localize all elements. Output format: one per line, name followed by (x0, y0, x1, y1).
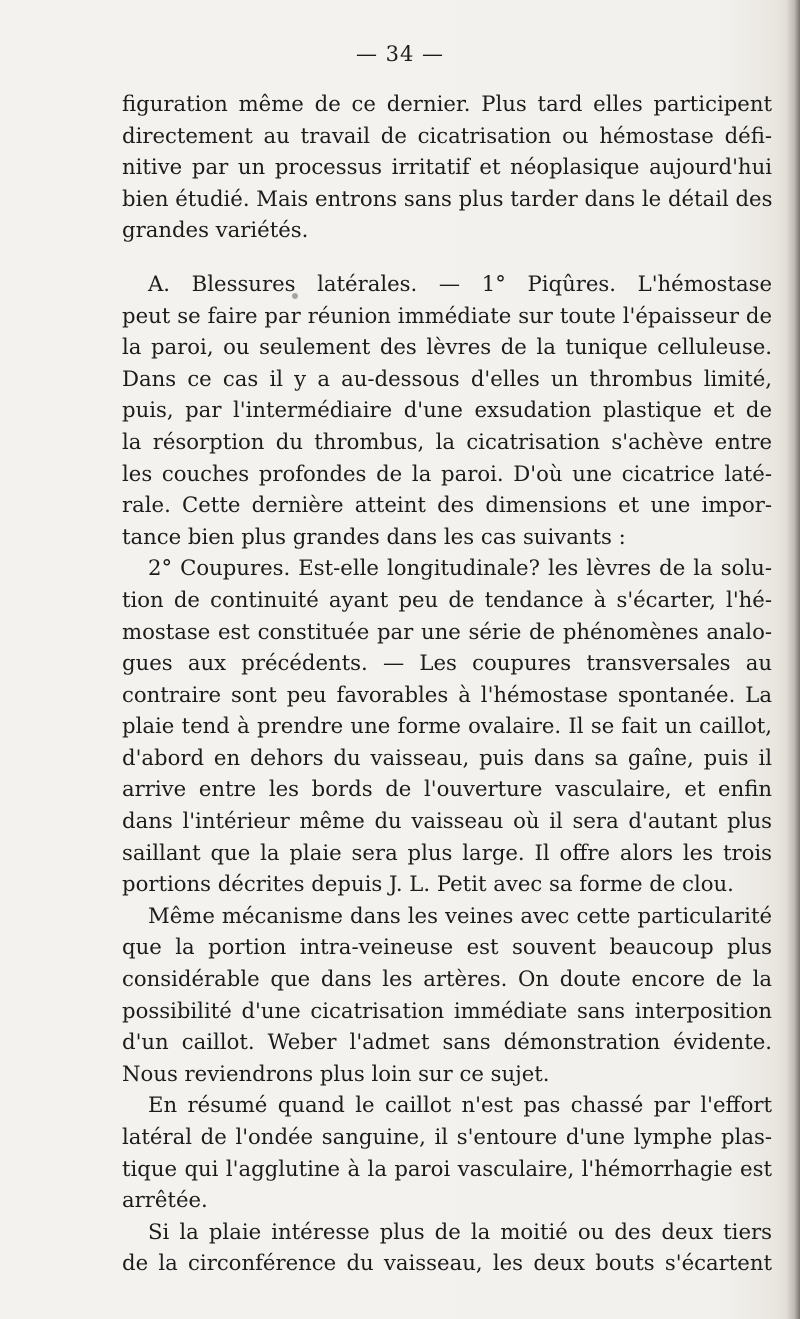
text-line: de la circonférence du vaisseau, les deux bouts s'écartent (122, 1250, 772, 1276)
body-text (122, 88, 772, 1279)
text-line: gues aux précédents. — Les coupures transversales au (122, 650, 772, 676)
text-line: figuration même de ce dernier. Plus tard elles participent (122, 91, 772, 116)
text-line: portions décrites depuis J. L. Petit avec sa forme de clou. (122, 871, 734, 897)
text-line: latéral de l'ondée sanguine, il s'entoure d'une lymphe plas- (122, 1124, 772, 1149)
text-line: rale. Cette dernière atteint des dimensions et une impor- (122, 492, 772, 518)
text-line: grandes variétés. (122, 217, 309, 243)
text-line: bien étudié. Mais entrons sans plus tarder dans le détail des (122, 185, 773, 211)
text-line: tance bien plus grandes dans les cas suivants : (122, 523, 626, 549)
text-line: d'un caillot. Weber l'admet sans démonstration évidente. (122, 1029, 772, 1055)
paragraph-gap (122, 246, 772, 268)
text-line: peut se faire par réunion immédiate sur toute l'épaisseur de (122, 302, 772, 328)
text-line: Si la plaie intéresse plus de la moitié ou des deux tiers (148, 1218, 772, 1244)
text-line: Même mécanisme dans les veines avec cette particularité (148, 902, 772, 928)
page-edge-shadow (786, 0, 800, 1319)
text-line: la résorption du thrombus, la cicatrisation s'achève entre (122, 428, 772, 454)
text-line: contraire sont peu favorables à l'hémostase spontanée. La (122, 681, 772, 707)
text-line: arrêtée. (122, 1187, 208, 1213)
text-line: mostase est constituée par une série de phénomènes analo- (122, 618, 772, 644)
text-line: dans l'intérieur même du vaisseau où il sera d'autant plus (122, 808, 772, 834)
text-line: tion de continuité ayant peu de tendance à s'écarter, l'hé- (122, 586, 772, 612)
text-line: arrive entre les bords de l'ouverture vasculaire, et enfin (122, 776, 772, 802)
text-line: Nous reviendrons plus loin sur ce sujet. (122, 1060, 550, 1086)
text-line: En résumé quand le caillot n'est pas chassé par l'effort (148, 1092, 772, 1118)
text-line: les couches profondes de la paroi. D'où une cicatrice laté- (122, 460, 772, 486)
text-line: la paroi, ou seulement des lèvres de la tunique celluleuse. (122, 334, 772, 360)
text-line: 2° Coupures. Est-elle longitudinale? les lèvres de la solu- (148, 555, 772, 581)
text-line: d'abord en dehors du vaisseau, puis dans sa gaîne, puis il (122, 744, 772, 770)
text-line: possibilité d'une cicatrisation immédiate sans interposition (122, 997, 772, 1023)
text-line: que la portion intra-veineuse est souvent beaucoup plus (122, 934, 772, 960)
text-line: directement au travail de cicatrisation ou hémostase défi- (122, 122, 772, 148)
text-line: Dans ce cas il y a au-dessous d'elles un thrombus limité, (122, 365, 772, 391)
text-line: saillant que la plaie sera plus large. Il offre alors les trois (122, 839, 772, 865)
text-line: considérable que dans les artères. On doute encore de la (122, 966, 772, 992)
text-line: plaie tend à prendre une forme ovalaire. Il se fait un caillot, (122, 713, 772, 739)
text-line: nitive par un processus irritatif et néoplasique aujourd'hui (122, 154, 772, 180)
section-heading-line: A. Blessures latérales. — 1° Piqûres. L'hémostase (148, 270, 772, 296)
text-line: tique qui l'agglutine à la paroi vasculaire, l'hémorrhagie est (122, 1155, 772, 1181)
text-line: puis, par l'intermédiaire d'une exsudation plastique et de (122, 397, 772, 423)
page-number: — 34 — (355, 42, 445, 66)
